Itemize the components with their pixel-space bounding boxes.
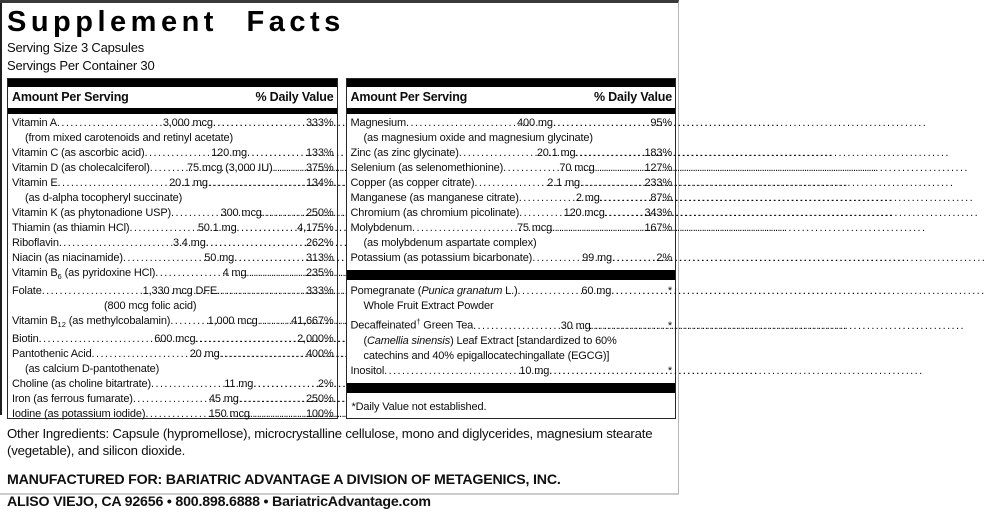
leader-dots [246, 266, 306, 281]
nutrient-row [351, 284, 673, 299]
daily-value: 235% [306, 266, 334, 281]
text-part: 6 [58, 272, 62, 281]
daily-value: 333% [306, 284, 334, 299]
daily-value: 2% [656, 251, 672, 266]
nutrient-name: Molybdenum [351, 221, 412, 236]
nutrient-amount: 120 mcg [564, 206, 605, 221]
daily-value: 183% [644, 146, 672, 161]
nutrient-name: Vitamin K (as phytonadione USP) [12, 206, 171, 221]
nutrient-amount: 3,000 mcg [163, 116, 213, 131]
divider-bar-top [347, 79, 676, 87]
nutrient-row [351, 116, 673, 131]
leader-dots [129, 221, 197, 236]
daily-value: 375% [306, 161, 334, 176]
leader-dots [237, 221, 298, 236]
nutrient-row [351, 191, 673, 206]
nutrient-row [12, 314, 334, 332]
nutrient-row [351, 161, 673, 176]
nutrient-name: Iodine (as potassium iodide) [12, 407, 145, 422]
nutrient-name: Copper (as copper citrate) [351, 176, 475, 191]
leader-dots [217, 284, 306, 299]
nutrient-amount: 75 mcg (3,000 IU) [187, 161, 273, 176]
manufactured-for-text: MANUFACTURED FOR: BARIATRIC ADVANTAGE A DIVISION OF METAGENICS, INC. [7, 470, 677, 492]
nutrient-amount: 1,330 mcg DFE [143, 284, 217, 299]
daily-value: 100% [306, 407, 334, 422]
daily-value: 333% [306, 116, 334, 131]
leader-dots [150, 161, 187, 176]
nutrient-name: Magnesium [351, 116, 407, 131]
leader-dots [250, 407, 306, 422]
nutrient-row [12, 284, 334, 299]
nutrient-row [351, 176, 673, 191]
nutrient-amount: 70 mcg [559, 161, 594, 176]
daily-value: 133% [306, 146, 334, 161]
nutrient-row [12, 161, 334, 176]
leader-dots [503, 161, 559, 176]
leader-dots [171, 206, 221, 221]
nutrient-subtext: (as magnesium oxide and magnesium glycinate) [351, 131, 673, 146]
daily-value: 167% [644, 221, 672, 236]
nutrient-subtext: (as calcium D-pantothenate) [12, 362, 334, 377]
scientific-name: Camellia sinensis [367, 335, 450, 347]
text-part: † [416, 317, 420, 326]
separator-bar [347, 270, 676, 280]
manufacturer-block [7, 470, 677, 513]
text-part: ) Leaf Extract [standardized to 60% [450, 335, 617, 347]
leader-dots [552, 221, 644, 236]
text-part: L.) [502, 285, 517, 297]
nutrient-name: Riboflavin [12, 236, 59, 251]
nutrient-subtext: (as molybdenum aspartate complex) [351, 236, 673, 251]
leader-dots [58, 176, 170, 191]
leader-dots [220, 347, 306, 362]
nutrient-amount: 99 mg [582, 251, 612, 266]
label-left-border [0, 3, 2, 415]
leader-dots [213, 116, 306, 131]
leader-dots [519, 206, 563, 221]
leader-dots [459, 146, 537, 161]
text-part: ( [364, 335, 368, 347]
nutrient-row [12, 266, 334, 284]
nutrient-name: Vitamin A [12, 116, 57, 131]
nutrient-amount: 600 mcg [154, 332, 195, 347]
nutrient-subtext: Whole Fruit Extract Powder [351, 299, 673, 314]
daily-value: 313% [306, 251, 334, 266]
leader-dots [576, 146, 645, 161]
nutrient-row [12, 407, 334, 422]
nutrient-row [12, 206, 334, 221]
nutrient-row [12, 392, 334, 407]
nutrient-name: Vitamin E [12, 176, 58, 191]
nutrient-name [12, 314, 170, 332]
nutrient-amount: 30 mg [561, 319, 591, 334]
column-header [8, 87, 337, 108]
leader-dots [273, 161, 306, 176]
leader-dots [145, 146, 212, 161]
leader-dots [59, 236, 173, 251]
daily-value: 2% [318, 377, 334, 392]
leader-dots [206, 236, 306, 251]
separator-bar [347, 383, 676, 393]
leader-dots [611, 284, 668, 299]
column-header [347, 87, 676, 108]
divider-bar-top [8, 79, 337, 87]
nutrient-name [351, 284, 518, 299]
leader-dots [262, 206, 306, 221]
nutrient-name: Iron (as ferrous fumarate) [12, 392, 133, 407]
leader-dots [239, 392, 306, 407]
leader-dots [133, 392, 209, 407]
leader-dots [57, 116, 163, 131]
leader-dots [155, 266, 222, 281]
leader-dots [92, 347, 190, 362]
daily-value: 95% [650, 116, 672, 131]
nutrient-amount: 10 mg [519, 364, 549, 379]
nutrient-subtext: (from mixed carotenoids and retinyl acetate) [12, 131, 334, 146]
facts-column-right [346, 78, 677, 419]
text-part: Pomegranate ( [351, 285, 422, 297]
leader-dots [247, 146, 306, 161]
leader-dots [580, 176, 644, 191]
manufacturer-contact-text: ALISO VIEJO, CA 92656 • 800.898.6888 • BariatricAdvantage.com [7, 492, 677, 513]
daily-value: 41,667% [291, 314, 333, 329]
text-part: Decaffeinated [351, 320, 417, 332]
nutrient-name: Biotin [12, 332, 39, 347]
leader-dots [519, 191, 576, 206]
leader-dots [208, 176, 306, 191]
daily-value: 262% [306, 236, 334, 251]
leader-dots [549, 364, 668, 379]
daily-value-footnote: *Daily Value not established. [351, 397, 673, 415]
other-ingredients-text: Other Ingredients: Capsule (hypromellose), microcrystalline cellulose, mono and diglycerides, magnesium stearate (vegetable), and silicon dioxide. [7, 426, 667, 459]
leader-dots [145, 407, 208, 422]
daily-value: 4,175% [297, 221, 333, 236]
text-part: (as methylcobalamin) [66, 315, 170, 327]
nutrient-row [12, 176, 334, 191]
nutrient-amount: 11 mg [224, 377, 253, 392]
text-part: 12 [58, 320, 66, 329]
nutrient-amount: 50 mg [204, 251, 234, 266]
nutrient-row [12, 116, 334, 131]
daily-value: 134% [306, 176, 334, 191]
text-part: Vitamin B [12, 315, 58, 327]
nutrient-row [12, 347, 334, 362]
leader-dots [474, 176, 547, 191]
daily-value: * [668, 364, 672, 379]
leader-dots [170, 314, 207, 329]
page-title: Supplement Facts [7, 7, 677, 38]
nutrient-rows-right [347, 114, 676, 418]
daily-value: * [668, 284, 672, 299]
nutrient-subtext: catechins and 40% epigallocatechingallate (EGCG)] [351, 349, 673, 364]
serving-size-text: Serving Size 3 Capsules [7, 40, 677, 56]
nutrient-name: Chromium (as chromium picolinate) [351, 206, 520, 221]
daily-value: 250% [306, 392, 334, 407]
leader-dots [595, 161, 645, 176]
leader-dots [123, 251, 204, 266]
nutrient-name: Inositol [351, 364, 385, 379]
nutrient-amount: 60 mg [581, 284, 611, 299]
nutrient-amount: 75 mcg [517, 221, 552, 236]
nutrient-rows-left [8, 114, 337, 418]
nutrient-row [12, 332, 334, 347]
nutrient-amount: 400 mg [517, 116, 553, 131]
leader-dots [258, 314, 291, 329]
nutrient-row [12, 236, 334, 251]
daily-value: 2,000% [297, 332, 333, 347]
leader-dots [151, 377, 224, 392]
nutrient-name [12, 266, 155, 284]
leader-dots [384, 364, 519, 379]
daily-value: 400% [306, 347, 334, 362]
nutrient-amount: 20.1 mg [169, 176, 208, 191]
nutrient-name: Pantothenic Acid [12, 347, 92, 362]
nutrient-name: Thiamin (as thiamin HCl) [12, 221, 129, 236]
nutrient-row [351, 206, 673, 221]
nutrient-row [12, 146, 334, 161]
nutrient-name [351, 314, 474, 334]
nutrient-subtext: (as d-alpha tocopheryl succinate) [12, 191, 334, 206]
leader-dots [518, 284, 582, 299]
leader-dots [195, 332, 297, 347]
nutrient-amount: 50.1 mg [198, 221, 237, 236]
leader-dots [553, 116, 651, 131]
nutrient-row [351, 221, 673, 236]
nutrient-amount: 1,000 mcg [208, 314, 258, 329]
facts-columns [7, 78, 677, 419]
leader-dots [532, 251, 582, 266]
leader-dots [406, 116, 517, 131]
nutrient-amount: 120 mg [211, 146, 247, 161]
servings-per-container-text: Servings Per Container 30 [7, 58, 677, 74]
nutrient-amount: 300 mcg [221, 206, 262, 221]
nutrient-amount: 2.1 mg [547, 176, 580, 191]
nutrient-name: Zinc (as zinc glycinate) [351, 146, 459, 161]
nutrient-name: Selenium (as selenomethionine) [351, 161, 504, 176]
leader-dots [473, 319, 561, 334]
facts-column-left [7, 78, 338, 419]
daily-value-header: % Daily Value [594, 90, 672, 104]
nutrient-name: Choline (as choline bitartrate) [12, 377, 151, 392]
daily-value: 87% [650, 191, 672, 206]
nutrient-amount: 20 mg [190, 347, 220, 362]
leader-dots [42, 284, 143, 299]
nutrient-row [351, 251, 673, 266]
nutrient-row [12, 221, 334, 236]
nutrient-amount: 3.4 mg [173, 236, 206, 251]
leader-dots [253, 377, 318, 392]
leader-dots [600, 191, 651, 206]
nutrient-name: Potassium (as potassium bicarbonate) [351, 251, 533, 266]
nutrient-subtext [351, 334, 673, 349]
scientific-name: Punica granatum [421, 285, 502, 297]
text-part: (as pyridoxine HCl) [62, 267, 156, 279]
nutrient-name: Vitamin C (as ascorbic acid) [12, 146, 145, 161]
nutrient-name: Vitamin D (as cholecalciferol) [12, 161, 150, 176]
daily-value-header: % Daily Value [256, 90, 334, 104]
leader-dots [39, 332, 155, 347]
nutrient-amount: 20.1 mg [537, 146, 576, 161]
text-part: Green Tea [420, 320, 473, 332]
leader-dots [412, 221, 517, 236]
leader-dots [612, 251, 656, 266]
nutrient-amount: 45 mg [209, 392, 239, 407]
nutrient-name: Folate [12, 284, 42, 299]
leader-dots [605, 206, 645, 221]
daily-value: 233% [644, 176, 672, 191]
daily-value: 127% [644, 161, 672, 176]
daily-value: * [668, 319, 672, 334]
daily-value: 343% [644, 206, 672, 221]
nutrient-row [351, 146, 673, 161]
amount-per-serving-header: Amount Per Serving [351, 90, 468, 104]
leader-dots [234, 251, 306, 266]
nutrient-row [12, 251, 334, 266]
leader-dots [591, 319, 668, 334]
text-part: Vitamin B [12, 267, 58, 279]
nutrient-name: Niacin (as niacinamide) [12, 251, 123, 266]
nutrient-name: Manganese (as manganese citrate) [351, 191, 519, 206]
daily-value: 250% [306, 206, 334, 221]
amount-per-serving-header: Amount Per Serving [12, 90, 129, 104]
nutrient-subtext: (800 mcg folic acid) [12, 299, 334, 314]
nutrient-row [351, 364, 673, 379]
nutrient-amount: 2 mg [576, 191, 600, 206]
nutrient-amount: 150 mcg [209, 407, 250, 422]
nutrient-amount: 4 mg [223, 266, 247, 281]
nutrient-row [351, 314, 673, 334]
nutrient-row [12, 377, 334, 392]
